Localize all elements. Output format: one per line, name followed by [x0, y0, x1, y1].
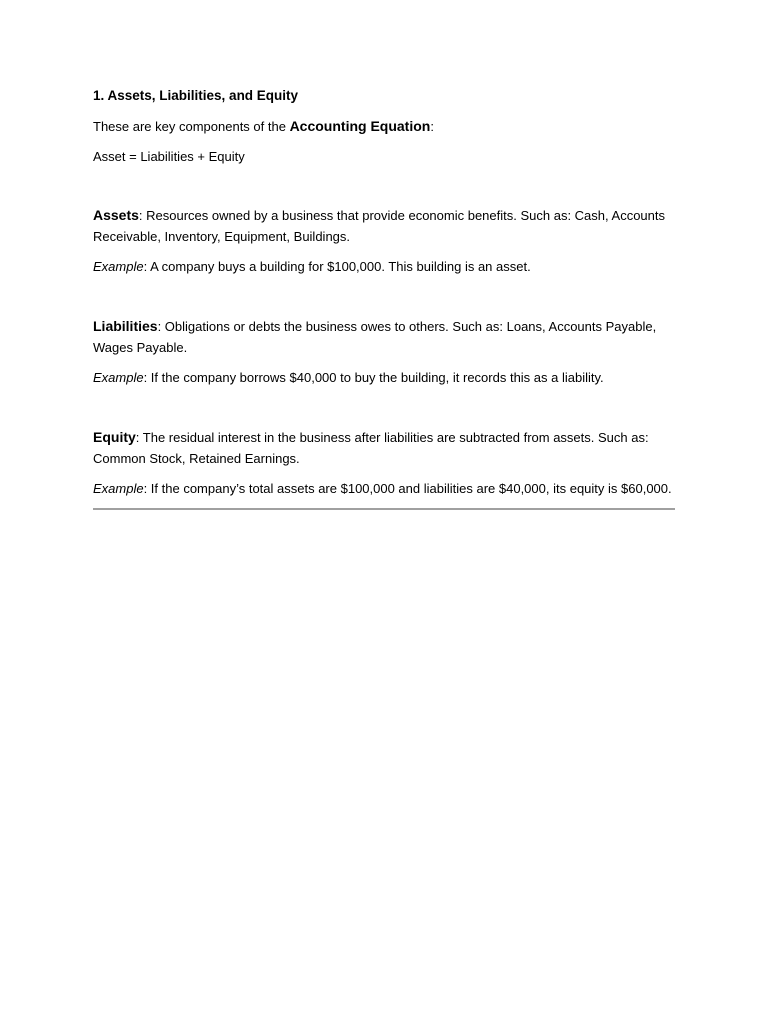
equity-term: Equity [93, 429, 136, 445]
intro-prefix: These are key components of the [93, 119, 290, 134]
equation-line: Asset = Liabilities + Equity [93, 149, 245, 164]
equity-definition [93, 427, 675, 469]
horizontal-rule-divider [93, 508, 675, 510]
liabilities-definition [93, 316, 675, 358]
assets-example-label: Example [93, 259, 144, 274]
section-heading: 1. Assets, Liabilities, and Equity [93, 88, 299, 103]
liabilities-example [93, 367, 675, 388]
equity-example-text: : If the company’s total assets are $100,000 and liabilities are $40,000, its equity is $60,000. [143, 481, 672, 496]
equity-example [93, 478, 675, 499]
assets-example [93, 256, 675, 277]
assets-example-text: : A company buys a building for $100,000. This building is an asset. [143, 259, 531, 274]
liabilities-term: Liabilities [93, 318, 158, 334]
intro-suffix: : [430, 119, 434, 134]
liabilities-example-text: : If the company borrows $40,000 to buy the building, it records this as a liability. [143, 370, 604, 385]
liabilities-definition-text: : Obligations or debts the business owes to others. Such as: Loans, Accounts Payable, Wages Payable. [93, 319, 657, 355]
assets-definition [93, 205, 675, 247]
document-body [93, 86, 675, 510]
equity-definition-text: : The residual interest in the business after liabilities are subtracted from assets. Such as: Common Stock, Retained Earnings. [93, 430, 649, 466]
assets-term: Assets [93, 207, 139, 223]
accounting-equation-term: Accounting Equation [289, 118, 431, 134]
assets-definition-text: : Resources owned by a business that provide economic benefits. Such as: Cash, Accounts Receivable, Inventory, Equipment, Buildings. [93, 208, 665, 244]
equity-example-label: Example [93, 481, 144, 496]
intro-paragraph [93, 116, 675, 137]
liabilities-example-label: Example [93, 370, 144, 385]
